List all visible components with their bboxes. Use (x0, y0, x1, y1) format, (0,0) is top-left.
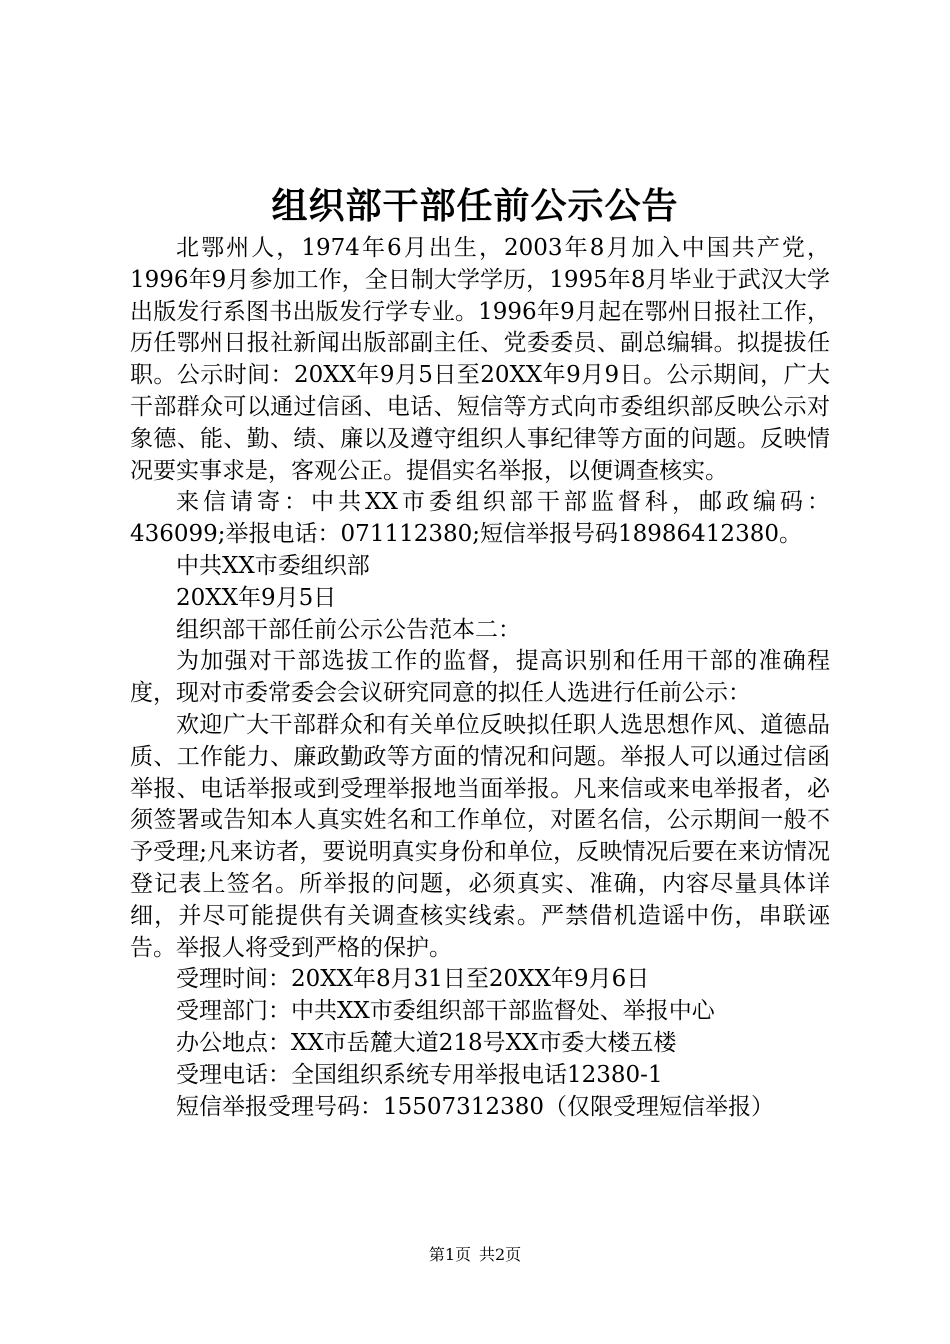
paragraph-template-heading: 组织部干部任前公示公告范本二： (176, 616, 521, 643)
paragraph-office-address: 办公地点：XX市岳麓大道218号XX市委大楼五楼 (176, 1029, 677, 1056)
paragraph-contact-info: 来信请寄：中共XX市委组织部干部监督科，邮政编码：436099;举报电话：071112380;短信举报号码18986412380。 (130, 489, 830, 548)
paragraph-hotline: 受理电话：全国组织系统专用举报电话12380-1 (176, 1061, 663, 1088)
page-number-total: 共2页 (479, 1245, 522, 1264)
paragraph-acceptance-department: 受理部门：中共XX市委组织部干部监督处、举报中心 (176, 998, 715, 1025)
paragraph-intro: 为加强对干部选拔工作的监督，提高识别和任用干部的准确程度，现对市委常委会会议研究同意的拟任人选进行任前公示： (130, 648, 830, 707)
document-title: 组织部干部任前公示公告 (271, 185, 679, 227)
paragraph-issuer: 中共XX市委组织部 (176, 552, 370, 579)
paragraph-candidate-info: 北鄂州人，1974年6月出生，2003年8月加入中国共产党，1996年9月参加工作，全日制大学学历，1995年8月毕业于武汉大学出版发行系图书出版发行学专业。1996年9月起在鄂州日报社工作，历任鄂州日报社新闻出版部副主任、党委委员、副总编辑。拟提拔任职。公示时间：20XX年9月5日至20XX年9月9日。公示期间，广大干部群众可以通过信函、电话、短信等方式向市委组织部反映公示对象德、能、勤、绩、廉以及遵守组织人事纪律等方面的问题。反映情况要实事求是，客观公正。提倡实名举报，以便调查核实。 (130, 235, 830, 484)
page-number-current: 第1页 (428, 1245, 471, 1264)
paragraph-reporting-rules: 欢迎广大干部群众和有关单位反映拟任职人选思想作风、道德品质、工作能力、廉政勤政等方面的情况和问题。举报人可以通过信函举报、电话举报或到受理举报地当面举报。凡来信或来电举报者，必须签署或告知本人真实姓名和工作单位，对匿名信，公示期间一般不予受理;凡来访者，要说明真实身份和单位，反映情况后要在来访情况登记表上签名。所举报的问题，必须真实、准确，内容尽量具体详细，并尽可能提供有关调查核实线索。严禁借机造谣中伤，串联诬告。举报人将受到严格的保护。 (130, 711, 830, 961)
paragraph-sms-number: 短信举报受理号码：15507312380（仅限受理短信举报） (176, 1093, 774, 1120)
document-body (130, 233, 830, 1123)
paragraph-acceptance-time: 受理时间：20XX年8月31日至20XX年9月6日 (176, 966, 650, 993)
page-footer (0, 1244, 950, 1266)
paragraph-issue-date: 20XX年9月5日 (176, 584, 337, 611)
